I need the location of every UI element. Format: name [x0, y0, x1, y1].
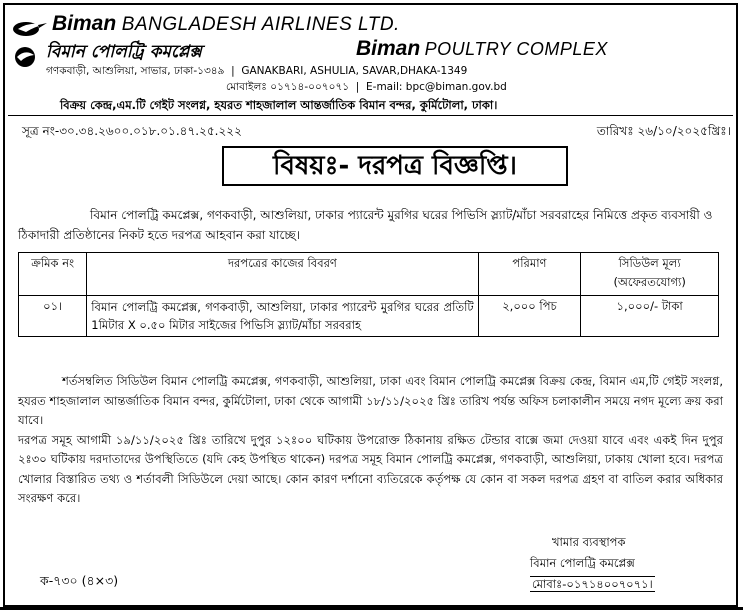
bottom-border	[0, 607, 743, 616]
mobile-label: মোবাইলঃ	[226, 81, 267, 93]
intro-paragraph: বিমান পোলট্রি কমপ্লেক্স, গণকবাড়ী, আশুলিয়া, ঢাকার প্যারেন্ট মুরগির ঘরের পিভিসি স্ল্যাট/মাঁচা সরবরাহের নিমিত্তে প্রকৃত ব্যবসায়ী ও ঠিকাদারী প্রতিষ্ঠানের নিকট হতে দরপত্র আহবান করা যাচ্ছে।	[18, 208, 713, 242]
header-description: দরপত্রের কাজের বিবরণ	[87, 253, 478, 296]
cell-price: ১,০০০/- টাকা	[581, 296, 719, 337]
subject-heading: বিষয়ঃ- দরপত্র বিজ্ঞপ্তি।	[222, 146, 568, 186]
company-name: BANGLADESH AIRLINES LTD.	[121, 14, 400, 35]
brand-name-2: Biman	[356, 37, 421, 60]
complex-name: POULTRY COMPLEX	[424, 39, 608, 59]
cell-description: বিমান পোলট্রি কমপ্লেক্স, গণকবাড়ী, আশুলিয়া, ঢাকার প্যারেন্ট মুরগির ঘরের প্রতিটি 1মিটার X ০.৫০ মিটার সাইজের পিভিসি স্ল্যাট/মাঁচা সরবরাহ	[87, 296, 478, 337]
header-price: সিডিউল মূল্য (অফেরতযোগ্য)	[581, 253, 719, 296]
table-row	[19, 296, 719, 337]
brand-name: Biman	[52, 12, 117, 35]
body-paragraph-1: শর্তসম্বলিত সিডিউল বিমান পোলট্রি কমপ্লেক্স, গণকবাড়ী, আশুলিয়া, ঢাকা এবং বিমান পোলট্রি কমপ্লেক্স বিক্রয় কেন্দ্র, বিমান এম,টি গেইট সংলগ্ন, হযরত শাহজালাল আন্তর্জাতিক বিমান বন্দর, কুর্মিটোলা, ঢাকা থেকে আগামী ১৮/১১/২০২৫ খ্রিঃ তারিখ পর্যন্ত অফিস চলাকালীন সময়ে নগদ মূল্যে ক্রয় করা যাবে।	[18, 374, 723, 427]
contact-separator: |	[352, 81, 363, 93]
complex-name-bn: বিমান পোলট্রি কমপ্লেক্স	[46, 42, 202, 62]
signature-block	[530, 532, 655, 595]
biman-poultry-logo-icon	[12, 46, 38, 68]
biman-stork-logo-icon	[12, 18, 48, 38]
ad-code: ক-৭৩০ (৪×৩)	[40, 573, 119, 588]
body-paragraph-2: দরপত্র সমূহ আগামী ১৯/১১/২০২৫ খ্রিঃ তারিখে দুপুর ১২ঃ০০ ঘটিকায় উপরোক্ত ঠিকানায় রক্ষিত টেন্ডার বাক্সে জমা দেওয়া যাবে এবং একই দিন দুপুর ২ঃ৩০ ঘটিকায় দরদাতাদের উপস্থিতিতে (যদি কেহ উপস্থিত থাকেন) দরপত্র সমূহ বিমান পোলট্রি কমপ্লেক্স, গণকবাড়ী, আশুলিয়া, ঢাকায় খোলা হবে। দরপত্র খোলার বিস্তারিত তথ্য ও শর্তাবলী সিডিউলে দেয়া আছে। কোন কারণ দর্শানো ব্যতিরেকে কর্তৃপক্ষ যে কোন বা সকল দরপত্র গ্রহণ বা বাতিল করার অধিকার সংরক্ষণ করে।	[18, 432, 723, 505]
address-separator: |	[227, 65, 238, 77]
address-bn: গণকবাড়ী, আশুলিয়া, সাভার, ঢাকা-১৩৪৯	[46, 65, 225, 77]
sales-center: বিক্রয় কেন্দ্র,এম.টি গেইট সংলগ্ন, হযরত শাহজালাল আন্তর্জাতিক বিমান বন্দর, কুর্মিটোলা, ঢাকা।	[60, 98, 498, 112]
address	[46, 64, 467, 81]
reference-number: সূত্র নং-৩০.৩৪.২৬০০.০১৮.০১.৪৭.২৫.২২২	[22, 124, 242, 138]
email: E-mail: bpc@biman.gov.bd	[366, 81, 507, 93]
signatory-title: খামার ব্যবস্থাপক	[552, 535, 626, 549]
cell-quantity: ২,০০০ পিচ	[478, 296, 581, 337]
notice-date: তারিখঃ ২৬/১০/২০২৫খ্রিঃ।	[596, 124, 731, 138]
complex-name-en	[356, 37, 608, 61]
address-en: GANAKBARI, ASHULIA, SAVAR,DHAKA-1349	[241, 65, 468, 77]
tender-table	[18, 252, 719, 337]
contact-line	[226, 80, 507, 97]
signatory-org: বিমান পোলট্রি কমপ্লেক্স	[530, 556, 635, 570]
header-serial: ক্রমিক নং	[19, 253, 87, 296]
airline-name	[52, 12, 400, 36]
header-quantity: পরিমাণ	[478, 253, 581, 296]
signatory-mobile: মোবাঃ-০১৭১৪০০৭০৭১।	[532, 577, 653, 591]
mobile-number: ০১৭১৪-০০৭০৭১	[270, 81, 350, 93]
cell-serial: ০১।	[19, 296, 87, 337]
notice-body	[18, 372, 723, 509]
table-header-row	[19, 253, 719, 296]
header-divider	[8, 115, 733, 116]
